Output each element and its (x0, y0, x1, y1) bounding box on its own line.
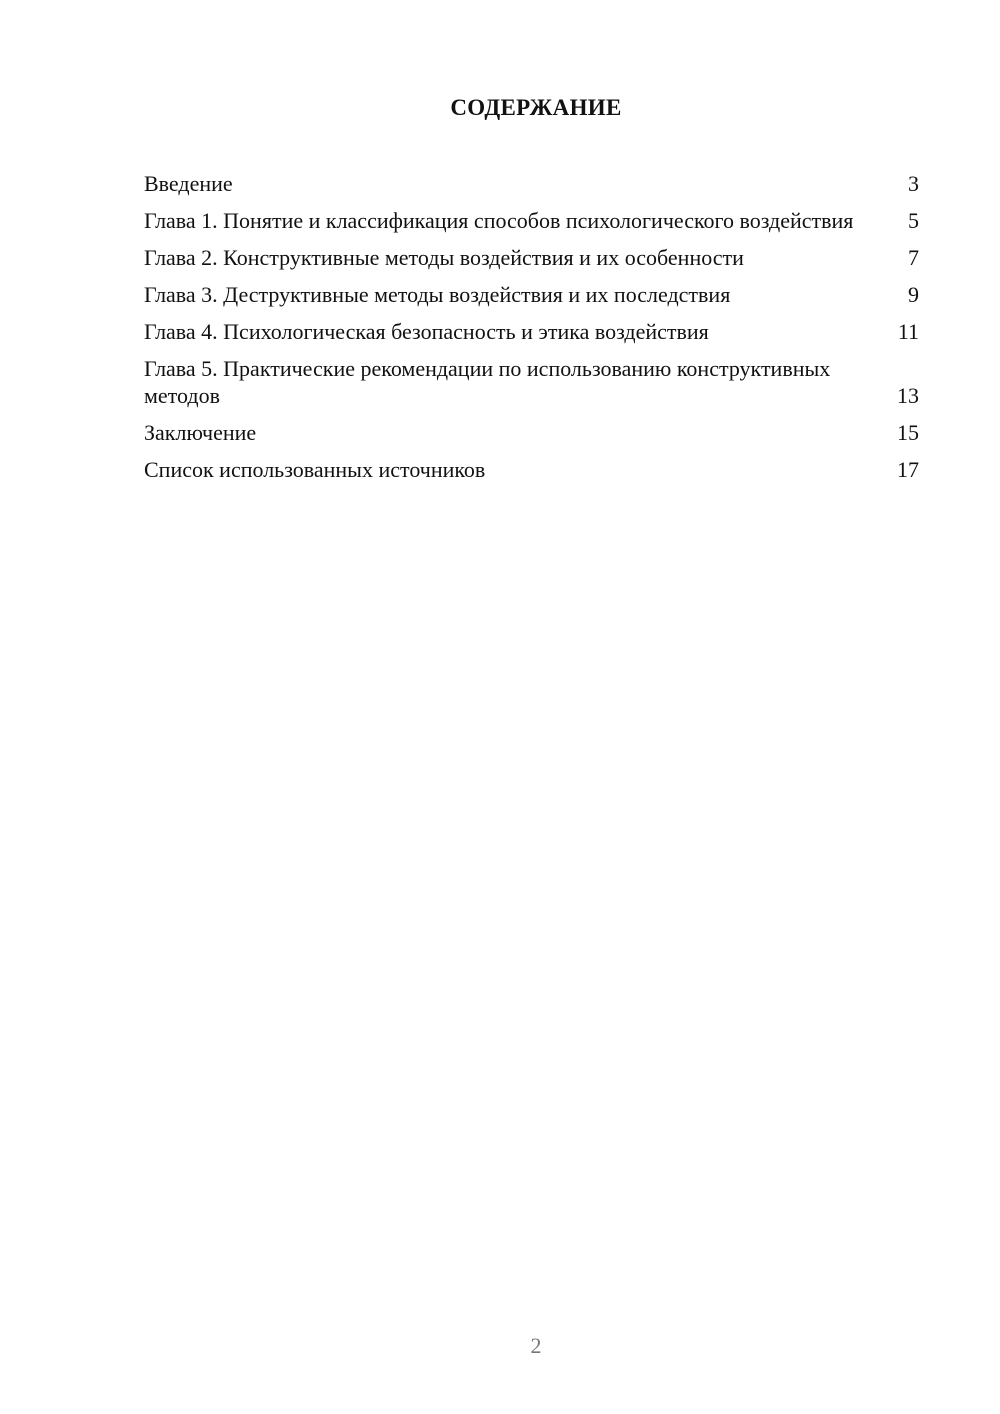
table-of-contents (144, 170, 919, 493)
page-title: СОДЕРЖАНИЕ (450, 95, 622, 120)
toc-entry-title: Заключение (144, 420, 257, 445)
toc-entry-page: 9 (908, 282, 919, 307)
toc-entry-page: 7 (908, 245, 919, 270)
toc-entry-title: Глава 2. Конструктивные методы воздействия и их особенности (144, 245, 744, 270)
toc-entry-title: Глава 4. Психологическая безопасность и этика воздействия (144, 319, 709, 344)
toc-entry-title: Глава 5. Практические рекомендации по использованию конструктивных методов (144, 356, 831, 408)
toc-entry-title: Введение (144, 171, 233, 196)
toc-entry-chapter-4[interactable] (144, 318, 919, 345)
toc-entry-introduction[interactable] (144, 170, 919, 197)
toc-entry-page: 3 (908, 171, 919, 196)
toc-entry-page: 5 (908, 208, 919, 233)
toc-entry-chapter-5[interactable] (144, 355, 919, 409)
toc-entry-chapter-3[interactable] (144, 281, 919, 308)
toc-entry-references[interactable] (144, 456, 919, 483)
toc-entry-title: Список использованных источников (144, 457, 486, 482)
toc-entry-page: 17 (897, 457, 919, 482)
toc-entry-title: Глава 3. Деструктивные методы воздействия и их последствия (144, 282, 731, 307)
toc-entry-page: 15 (897, 420, 919, 445)
toc-entry-title: Глава 1. Понятие и классификация способов психологического воздействия (144, 208, 854, 233)
page-number: 2 (530, 1333, 542, 1358)
toc-entry-chapter-2[interactable] (144, 244, 919, 271)
toc-entry-conclusion[interactable] (144, 419, 919, 446)
toc-entry-page: 13 (897, 383, 919, 408)
toc-entry-chapter-1[interactable] (144, 207, 919, 234)
toc-entry-page: 11 (897, 319, 919, 344)
